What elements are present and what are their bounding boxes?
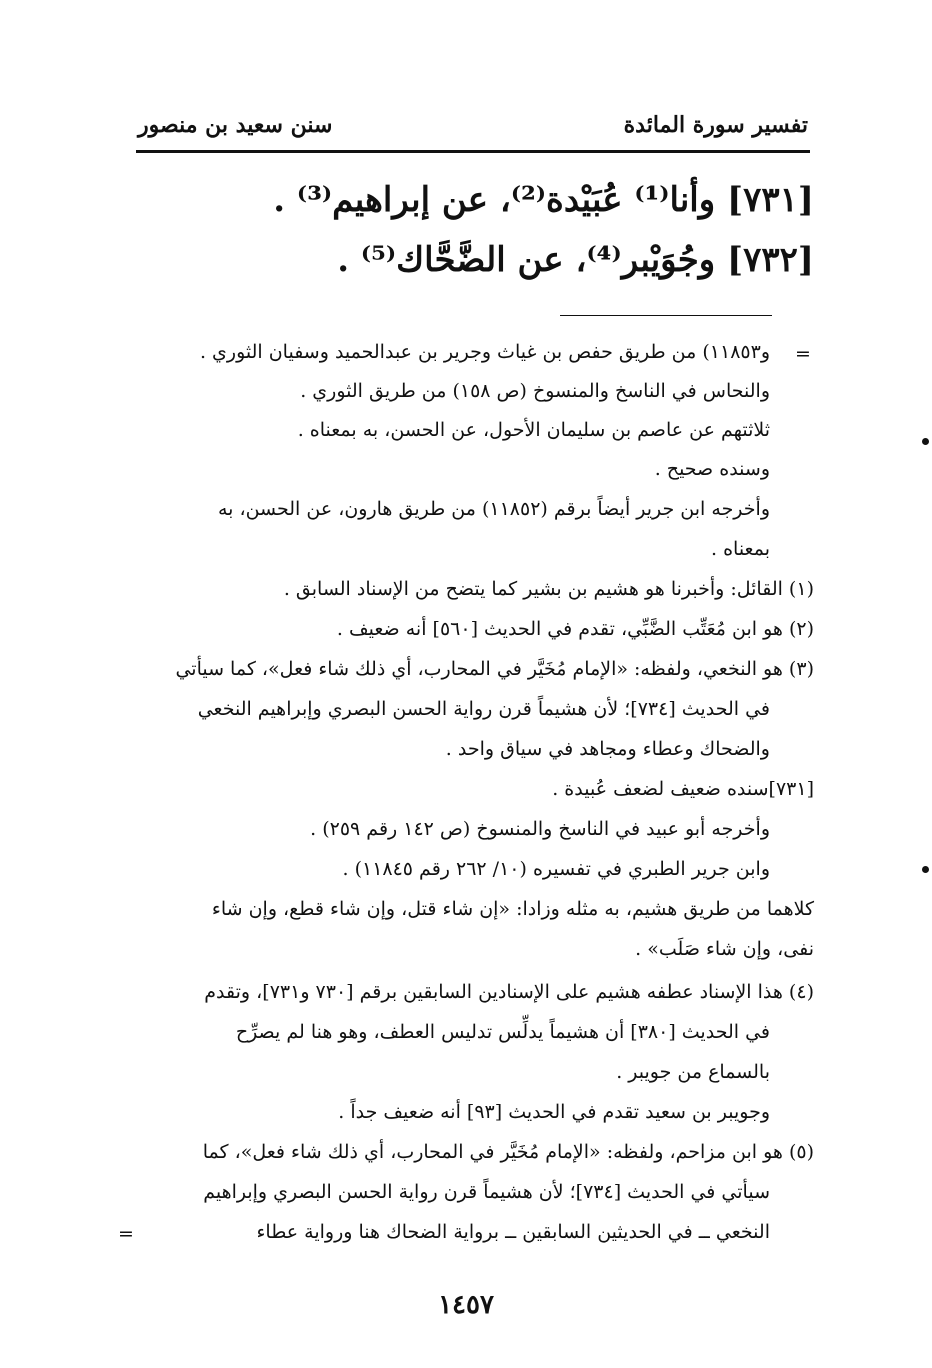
footnote-line: (٢) هو ابن مُعَتِّب الضَّبِّي، تقدم في الحديث [٥٦٠] أنه ضعيف . — [336, 618, 814, 640]
footnote-line: (٥) هو ابن مزاحم، ولفظه: «الإمام مُخَيَّر في المحارب، أي ذلك شاء فعل»، كما — [202, 1141, 814, 1163]
footnote-line: وسنده صحيح . — [654, 458, 770, 480]
hadith-732: [٧٣٢] وجُوَيْبر⁽⁴⁾، عن الضَّحَّاك⁽⁵⁾ . — [337, 240, 814, 280]
footnote-line: والنحاس في الناسخ والمنسوخ (ص ١٥٨) من طريق الثوري . — [300, 380, 770, 402]
footnote-line: بالسماع من جويبر . — [616, 1061, 770, 1083]
footnote-line: والضحاك وعطاء ومجاهد في سياق واحد . — [445, 738, 770, 760]
scan-speck — [922, 438, 929, 445]
scan-speck — [922, 866, 929, 873]
footnote-line: وابن جرير الطبري في تفسيره (١٠/ ٢٦٢ رقم ١١٨٤٥) . — [342, 858, 770, 880]
header-chapter-title: تفسير سورة المائدة — [623, 112, 808, 138]
footnote-line: وأخرجه ابن جرير أيضاً برقم (١١٨٥٢) من طريق هارون، عن الحسن، به — [217, 498, 770, 520]
footnote-line: في الحديث [٣٨٠] أن هشيماً يدلِّس تدليس العطف، وهو هنا لم يصرِّح — [235, 1021, 770, 1043]
hadith-731: [٧٣١] وأنا⁽¹⁾ عُبَيْدة⁽²⁾، عن إبراهيم⁽³⁾ . — [273, 180, 814, 220]
continuation-marker-bottom: = — [118, 1223, 134, 1245]
header-rule — [136, 150, 810, 153]
footnote-line: سيأتي في الحديث [٧٣٤]؛ لأن هشيماً قرن رواية الحسن البصري وإبراهيم — [203, 1181, 770, 1203]
footnote-line: وأخرجه أبو عبيد في الناسخ والمنسوخ (ص ١٤٢ رقم ٢٥٩) . — [310, 818, 770, 840]
page-number: ١٤٥٧ — [438, 1290, 494, 1320]
footnote-line: ثلاثتهم عن عاصم بن سليمان الأحول، عن الحسن، به بمعناه . — [297, 419, 770, 441]
footnote-line: النخعي ــ في الحديثين السابقين ــ برواية الضحاك هنا ورواية عطاء — [256, 1221, 770, 1243]
footnote-line: (١) القائل: وأخبرنا هو هشيم بن بشير كما يتضح من الإسناد السابق . — [283, 578, 814, 600]
footnote-line: و١١٨٥٣) من طريق حفص بن غياث وجرير بن عبدالحميد وسفيان الثوري . — [199, 341, 770, 363]
footnote-line: بمعناه . — [711, 538, 770, 560]
footnote-separator — [560, 315, 772, 316]
footnote-line: (٤) هذا الإسناد عطفه هشيم على الإسنادين السابقين برقم [٧٣٠ و٧٣١]، وتقدم — [204, 981, 814, 1003]
header-book-title: سنن سعيد بن منصور — [138, 112, 333, 138]
footnote-line: كلاهما من طريق هشيم، به مثله وزادا: «إن شاء قتل، وإن شاء قطع، وإن شاء — [211, 898, 814, 920]
continuation-marker-top: = — [795, 343, 811, 365]
footnote-line: نفى، وإن شاء صَلَب» . — [635, 938, 814, 960]
footnote-line: (٣) هو النخعي، ولفظه: «الإمام مُخَيَّر في المحارب، أي ذلك شاء فعل»، كما سيأتي — [175, 658, 814, 680]
footnote-line: في الحديث [٧٣٤]؛ لأن هشيماً قرن رواية الحسن البصري وإبراهيم النخعي — [197, 698, 770, 720]
footnote-line: [٧٣١]سنده ضعيف لضعف عُبيدة . — [552, 778, 814, 800]
footnote-line: وجويبر بن سعيد تقدم في الحديث [٩٣] أنه ضعيف جداً . — [338, 1101, 770, 1123]
